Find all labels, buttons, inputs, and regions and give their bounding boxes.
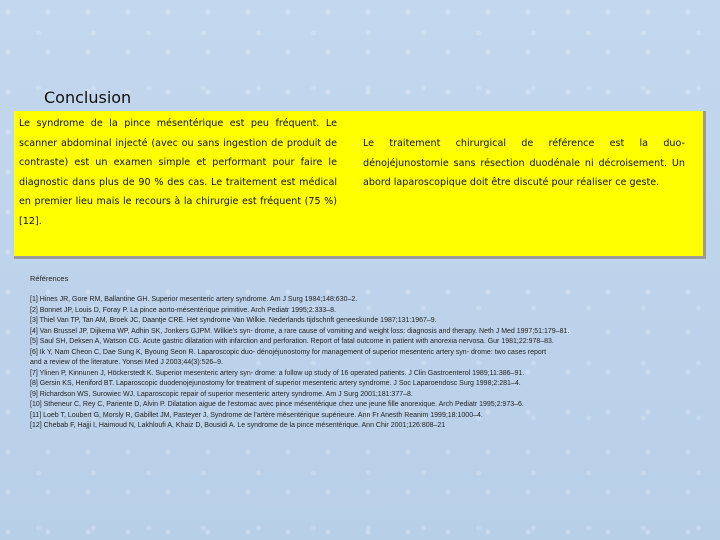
- reference-item: and a review of the literature. Yonsei Med J 2003;44(3):526–9.: [30, 359, 224, 366]
- conclusion-box: [14, 111, 706, 259]
- reference-item: [10] Stheneur C, Rey C, Pariente D, Alvin P. Dilatation aigue de l'estomac avec pince mésentérique chez une jeune fille anorexique. Arch Pediatr 1995;2:973–6.: [30, 401, 524, 408]
- reference-item: [2] Bonnet JP, Louis D, Foray P. La pince aorto-mésentérique primitive. Arch Pediatr 1995;2:333–8.: [30, 306, 336, 314]
- reference-item: [8] Gersin KS, Heniford BT. Laparoscopic duodenojejunostomy for treatment of superior mesenteric artery syndrome. J Soc Laparoendosc Surg 1998;2:281–4.: [30, 380, 521, 387]
- reference-item: [7] Ylinen P, Kinnunen J, Höckerstedt K. Superior mesenteric artery syn- drome: a follow up study of 16 operated patients. J Clin Gastroenterol 1989;11:386–91.: [30, 369, 525, 377]
- reference-item: [11] Loeb T, Loubert G, Morsly R, Gabillet JM, Pasteyer J. Syndrome de l'artère mésentérique supérieure. Ann Fr Anesth Reanim 1999;18:1000–4.: [30, 411, 483, 419]
- slide-title: Conclusion: [44, 88, 132, 107]
- reference-item: [9] Richardson WS, Surowiec WJ. Laparoscopic repair of superior mesenteric artery syndrome. Am J Surg 2001;181:377–8.: [30, 390, 413, 398]
- reference-item: [6] Ik Y, Nam Cheon C, Dae Sung K, Byoung Seon R. Laparoscopic duo- dénojéjunostomy for management of superior mesenteric artery syn- drome: two cases report: [30, 348, 547, 356]
- reference-item: [1] Hines JR, Gore RM, Ballantine GH. Superior mesenteric artery syndrome. Am J Surg 1984;148:630–2.: [30, 296, 358, 303]
- references-heading: Références: [30, 274, 69, 283]
- conclusion-left-text: Le syndrome de la pince mésentérique est peu fréquent. Le scanner abdominal injecté (avec ou sans ingestion de produit de contraste) est un examen simple et performant pour faire le diagnostic dans plus de 90 % des cas. Le traitement est médical en premier lieu mais le recours à la chirurgie est fréquent (75 %) [12].: [19, 118, 337, 227]
- conclusion-right-text: Le traitement chirurgical de référence est la duo-dénojéjunostomie sans résection duodénale ni décroisement. Un abord laparoscopique doit être discuté pour réaliser ce geste.: [363, 138, 685, 188]
- reference-item: [5] Saul SH, Deksen A, Watson CG. Acute gastric dilatation with infarction and perforation. Report of fatal outcome in patient with anorexia nervosa. Gur 1981;22:978–83.: [30, 338, 554, 345]
- reference-item: [4] Van Brussel JP, Dijkema WP, Adhin SK, Jonkers GJPM. Wilkie's syn- drome, a rare cause of vomiting and weight loss: diagnosis and therapy. Neth J Med 1997;51:179–81.: [30, 327, 570, 335]
- references-list: [30, 295, 690, 432]
- reference-item: [12] Chebab F, Hajji I, Haimoud N, Lakhloufi A, Khaiz D, Bousidi A. Le syndrome de la pince mésentérique. Ann Chir 2001;126:808–21: [30, 422, 446, 429]
- reference-item: [3] Thiel Van TP, Tan AM, Broek JC, Daantje CRE. Het syndrome Van Wilkie. Nederlands tijdschrift geneeskunde 1987;131:1967–9.: [30, 317, 437, 324]
